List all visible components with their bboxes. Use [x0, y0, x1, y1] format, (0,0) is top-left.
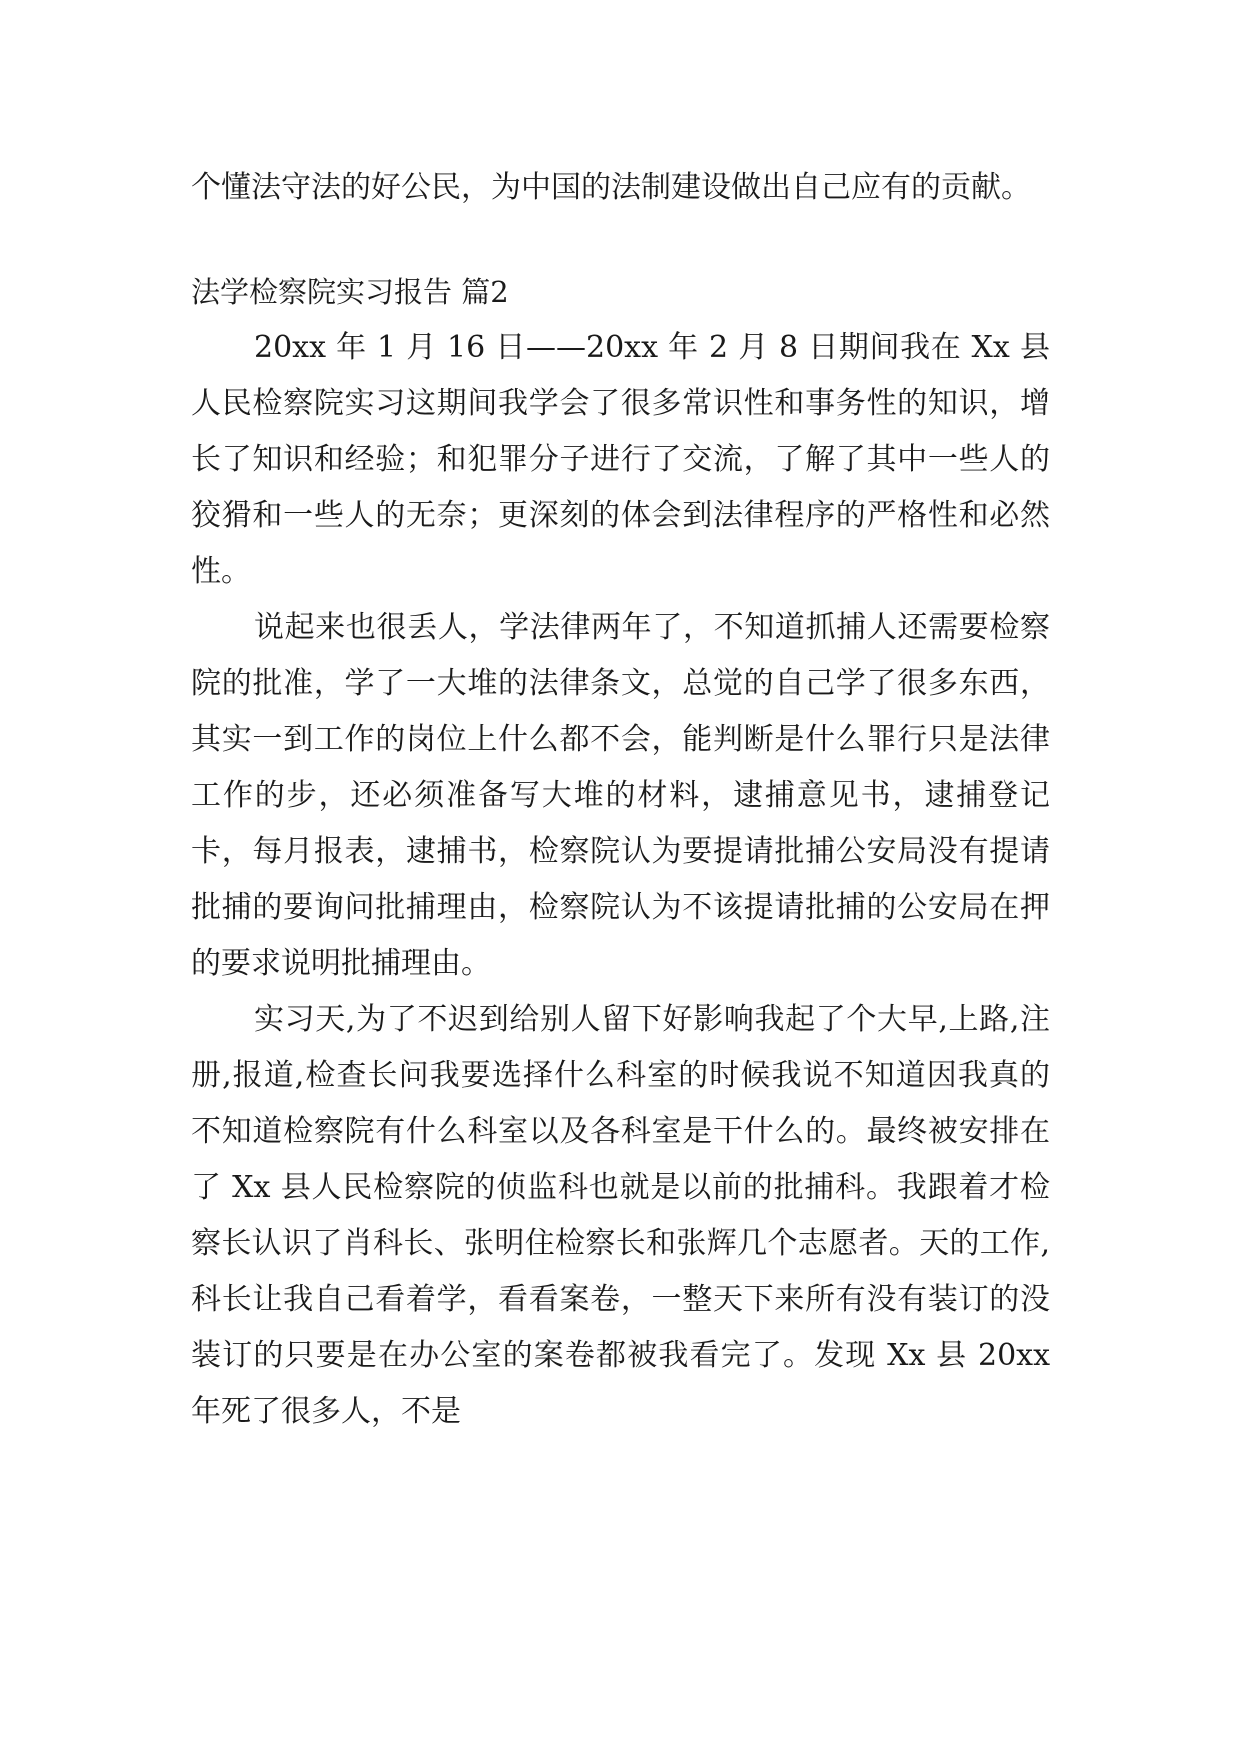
paragraph-internship-period: 20xx 年 1 月 16 日——20xx 年 2 月 8 日期间我在 Xx 县人民检察院实习这期间我学会了很多常识性和事务性的知识，增长了知识和经验；和犯罪分子进行了交流，了解了其中一些人的狡猾和一些人的无奈；更深刻的体会到法律程序的严格性和必然性。 — [191, 330, 1050, 589]
section-heading: 法学检察院实习报告 篇2 — [191, 275, 509, 309]
section-spacer — [191, 216, 1050, 264]
paragraph-reflection: 说起来也很丢人，学法律两年了，不知道抓捕人还需要检察院的批准，学了一大堆的法律条文，总觉的自己学了很多东西，其实一到工作的岗位上什么都不会，能判断是什么罪行只是法律工作的步，还必须准备写大堆的材料，逮捕意见书，逮捕登记卡，每月报表，逮捕书，检察院认为要提请批捕公安局没有提请批捕的要询问批捕理由，检察院认为不该提请批捕的公安局在押的要求说明批捕理由。 — [191, 610, 1050, 981]
paragraph-first-day: 实习天,为了不迟到给别人留下好影响我起了个大早,上路,注册,报道,检查长问我要选择什么科室的时候我说不知道因我真的不知道检察院有什么科室以及各科室是干什么的。最终被安排在了 Xx 县人民检察院的侦监科也就是以前的批捕科。我跟着才检察长认识了肖科长、张明住检察长和张辉几个志愿者。天的工作,科长让我自己看着学，看看案卷，一整天下来所有没有装订的没装订的只要是在办公室的案卷都被我看完了。发现 Xx 县 20xx 年死了很多人，不是 — [191, 1002, 1050, 1429]
document-body — [191, 160, 1050, 1440]
paragraph-continuation: 个懂法守法的好公民，为中国的法制建设做出自己应有的贡献。 — [191, 170, 1031, 205]
